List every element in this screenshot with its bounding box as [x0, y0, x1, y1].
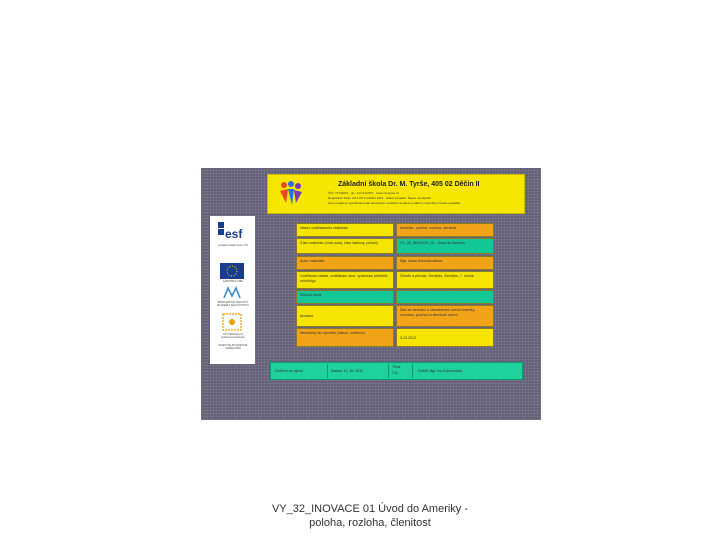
- slide-caption: [220, 502, 520, 530]
- op-vk-caption: OP Vzdělávání pro konkurenceschopnost: [221, 333, 245, 339]
- op-vk-logo-icon: [222, 313, 242, 331]
- eu-flag-icon: [220, 263, 244, 279]
- row-value-keywords: [396, 290, 494, 304]
- project-registration: Registrační číslo: CZ.1.07/1.4.00/21.1922 · Název projektu: Šance na úspěch: [328, 196, 431, 200]
- row-label-material-name: Název vzdělávacího materiálu: [296, 223, 394, 237]
- school-logo-icon: [276, 179, 306, 209]
- school-name: Základní škola Dr. M. Tyrše, 405 02 Děčín II: [338, 181, 480, 188]
- eu-caption: EVROPSKÁ UNIE: [223, 280, 243, 283]
- row-value-material-number: VY_32_INOVACE_01 - Úvod do Ameriky: [396, 238, 494, 254]
- slide-image: [201, 168, 541, 420]
- row-label-annotation: Anotace: [296, 305, 394, 327]
- row-value-material-name: Amerika - poloha, rozloha, členitost: [396, 223, 494, 237]
- verified-date: Datum: 11. 10. 2012: [331, 369, 364, 373]
- divider: [327, 364, 328, 378]
- caption-line-1: VY_32_INOVACE 01 Úvod do Ameriky -: [271, 503, 469, 515]
- svg-text:esf: esf: [225, 227, 243, 241]
- divider: [388, 364, 389, 378]
- divider: [412, 364, 413, 378]
- class-label: Třída: [392, 365, 401, 369]
- project-funding: tento projekt je spolufinancován Evropským sociálním fondem a státním rozpočtem České republiky: [328, 201, 461, 205]
- row-value-subject-area: Člověk a příroda, Zeměpis, Zeměpis, 7. ročník: [396, 271, 494, 289]
- school-header: [267, 174, 525, 214]
- funding-logos-panel: [210, 216, 255, 364]
- row-value-created: 3.10.2012: [396, 328, 494, 347]
- caption-line-2: poloha, rozloha, členitost: [309, 517, 431, 529]
- row-label-keywords: Klíčová slova: [296, 290, 394, 304]
- row-label-created: Metodický list vytvořen (datum, ověřeno):: [296, 328, 394, 347]
- row-label-subject-area: Vzdělávací oblast, vzdělávací obor, vyučovací předmět, ročník/typ: [296, 271, 394, 289]
- row-value-author: Mgr. Ivana Kolomazníková: [396, 256, 494, 270]
- esf-logo-icon: [218, 222, 246, 242]
- investice-caption: INVESTICE DO ROZVOJE VZDĚLÁVÁNÍ: [218, 344, 248, 350]
- msmt-logo-icon: [222, 286, 242, 300]
- esf-caption: evropský sociální fond v ČR: [218, 244, 248, 247]
- row-label-author: Autor materiálu: [296, 256, 394, 270]
- msmt-caption: MINISTERSTVO ŠKOLSTVÍ, MLÁDEŽE A TĚLOVÝCHOVY: [217, 301, 249, 307]
- verified-teacher: Ověřil: Mgr. Ivo Kolomazník: [418, 369, 462, 373]
- row-label-material-number: Číslo materiálu (číslo sady, číslo šablony, pořadí): [296, 238, 394, 254]
- school-contact: IČO: 72743071 · tel.: 412 510 807 · www.zsmtyrse.cz: [328, 191, 400, 195]
- verified-label: Ověření ve výuce: [275, 369, 303, 373]
- class-value: 7.A: [392, 371, 398, 375]
- verification-bar: [270, 362, 523, 380]
- row-value-annotation: Žáci se seznámí s charakterem území Ameriky, rozlohou, polohou a členitostí území: [396, 305, 494, 327]
